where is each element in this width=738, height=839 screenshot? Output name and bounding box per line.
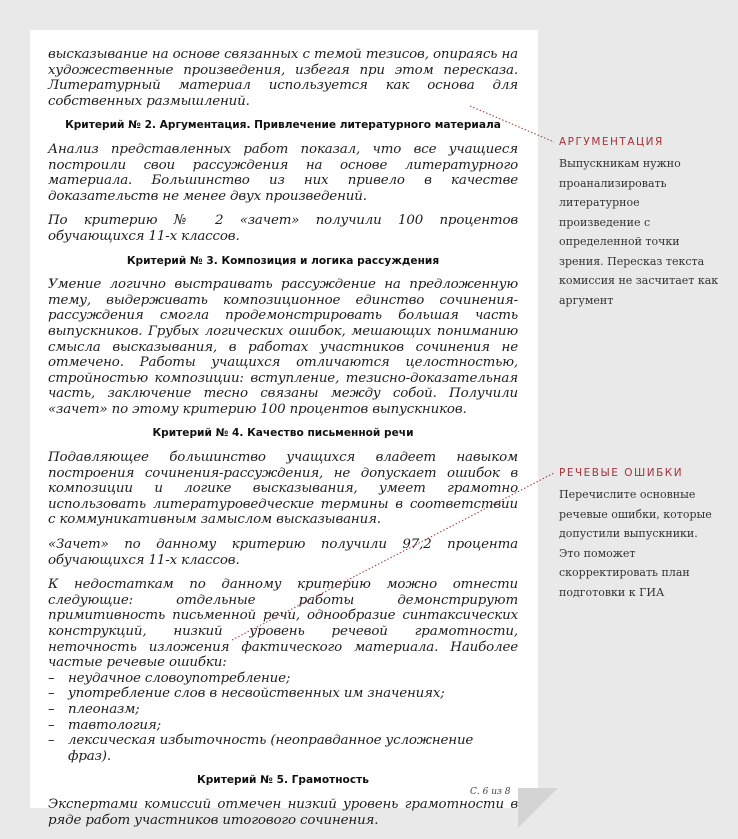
page-number: С. 6 из 8 bbox=[470, 787, 511, 797]
criterion-4-heading: Критерий № 4. Качество письменной речи bbox=[152, 427, 414, 440]
list-dash: – bbox=[48, 717, 55, 733]
list-dash: – bbox=[48, 670, 55, 686]
criterion-3-heading: Критерий № 3. Композиция и логика рассуждения bbox=[126, 254, 440, 267]
paragraph: Анализ представленных работ показал, что все учащиеся построили свои рассуждения на основе литературного материала. Большинство из них привело в качестве доказательств не менее двух произведений. bbox=[48, 141, 518, 204]
criterion-5-heading: Критерий № 5. Грамотность bbox=[197, 774, 369, 787]
paragraph: «Зачет» по данному критерию получили 97,2 процента обучающихся 11-х классов. bbox=[48, 537, 518, 568]
list-item-text: лексическая избыточность (неоправданное усложнение фраз). bbox=[68, 733, 474, 764]
note-text: Выпускникам нужно проанализировать литературное произведение с определенной точки зрения. Пересказ текста комиссия не засчитает как аргумент bbox=[559, 157, 719, 307]
list-item-text: неудачное словоупотребление; bbox=[68, 670, 291, 686]
leader-line-speech-errors bbox=[232, 473, 554, 640]
criterion-2-heading: Критерий № 2. Аргументация. Привлечение литературного материала bbox=[65, 119, 501, 132]
note-text: Перечислите основные речевые ошибки, которые допустили выпускники. Это поможет скорректировать план подготовки к ГИА bbox=[559, 488, 712, 599]
list-item-text: тавтология; bbox=[68, 717, 161, 733]
list-dash: – bbox=[48, 701, 55, 717]
leader-line-argumentation bbox=[470, 106, 554, 142]
paragraph: По критерию № 2 «зачет» получили 100 процентов обучающихся 11-х классов. bbox=[48, 213, 518, 244]
list-dash: – bbox=[48, 686, 55, 702]
paragraph: Умение логично выстраивать рассуждение на предложенную тему, выдерживать композиционное единство сочинения-рассуждения смогла продемонстрировать большая часть выпускников. Грубых логических ошибок, мешающих пониманию смысла высказывания, в работах участников сочинения не отмечено. Работы учащихся отличаются целостностью, стройностью композиции: вступление, тезисно-доказательная часть, заключение тесно связаны между собой. Получили «зачет» по этому критерию 100 процентов выпускников. bbox=[48, 277, 518, 417]
list-item-text: плеоназм; bbox=[68, 701, 140, 717]
list-item-text: употребление слов в несвойственных им значениях; bbox=[68, 686, 445, 702]
paragraph: высказывание на основе связанных с темой тезисов, опираясь на художественные произведения, избегая при этом пересказа. Литературный материал используется как основа для собственных размышлений. bbox=[48, 47, 518, 109]
list-dash: – bbox=[48, 733, 55, 749]
paragraph: К недостаткам по данному критерию можно отнести следующие: отдельные работы демонстрируют примитивность письменной речи, однообразие синтаксических конструкций, низкий уровень речевой грамотности, неточность изложения фактического материала. Наиболее частые речевые ошибки: bbox=[48, 577, 518, 671]
paragraph: Экспертами комиссий отмечен низкий уровень грамотности в ряде работ участников итогового сочинения. bbox=[48, 796, 518, 828]
note-title: РЕЧЕВЫЕ ОШИБКИ bbox=[559, 467, 684, 479]
paragraph: Подавляющее большинство учащихся владеет навыком построения сочинения-рассуждения, не допускает ошибок в композиции и логике высказывания, умеет грамотно использовать литературоведческие термины в соответствии с коммуникативным замыслом высказывания. bbox=[48, 450, 518, 528]
note-title: АРГУМЕНТАЦИЯ bbox=[559, 136, 664, 148]
